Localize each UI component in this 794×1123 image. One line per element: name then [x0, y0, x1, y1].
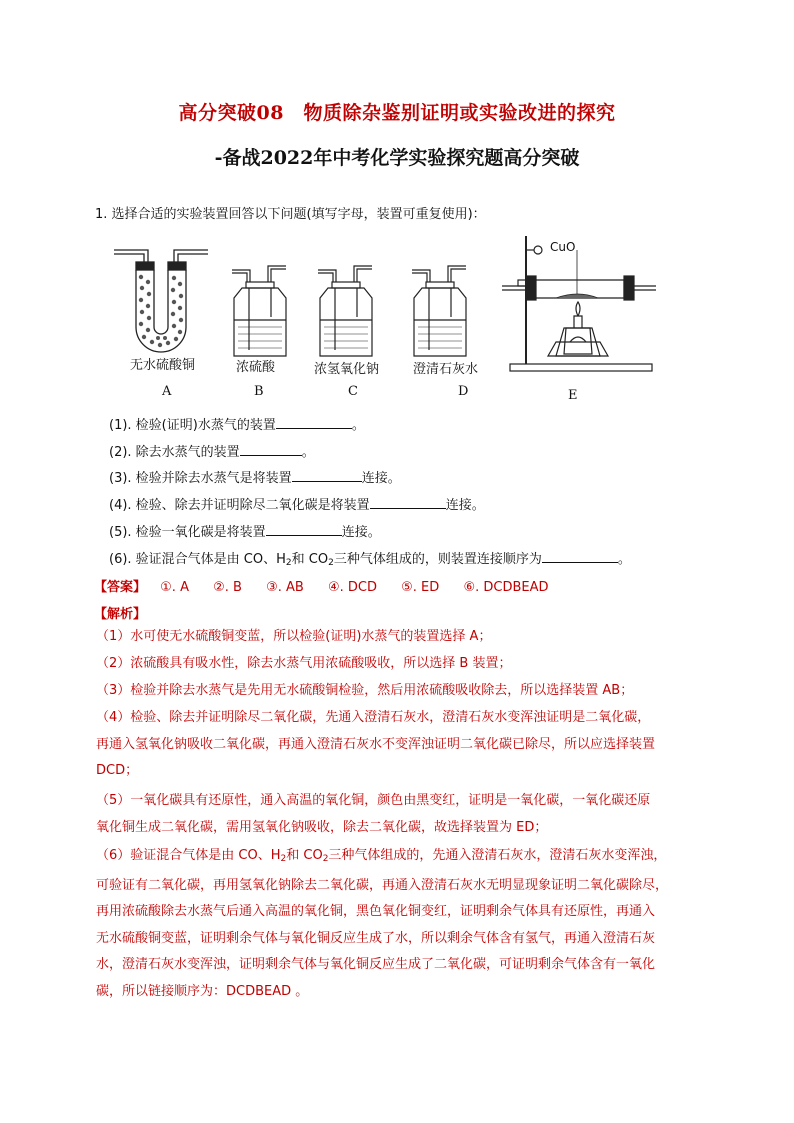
- letter-e: E: [568, 388, 578, 403]
- answer-blank[interactable]: [542, 549, 618, 563]
- wash-bottle-d: [412, 266, 466, 356]
- wash-bottle-c: [318, 266, 372, 356]
- analysis-paragraph-6: （6）验证混合气体是由 CO、$H_2$和 $CO_2$三种气体组成的，先通入澄清石灰水，澄清石灰水变浑浊， 可验证有二氧化碳，再用氢氧化钠除去二氧化碳，再通入澄清石灰水无明显现象证明二氧化碳除尽， 再用浓硫酸除去水蒸气后通入高温的氧化铜，黑色氧化铜变红，证明剩余气体具有还原性，再通入 无水硫酸铜变蓝，证明剩余气体与氧化铜反应生成了水，所以剩余气体含有氢气，再通入澄清石灰 水，澄清石灰水变浑浊，证明剩余气体与氧化铜反应生成了二氧化碳，可证明剩余气体含有一氧化 碳，所以链接顺序为：DCDBEAD 。: [96, 848, 669, 999]
- label-c: 浓氢氧化钠: [314, 362, 380, 377]
- analysis-paragraph-2: （2）浓硫酸具有吸水性，除去水蒸气用浓硫酸吸收，所以选择 B 装置；: [96, 656, 512, 671]
- sub-question-2: (2). 除去水蒸气的装置 。: [109, 441, 315, 460]
- label-a: 无水硫酸铜: [130, 358, 196, 373]
- answer-1: ①. A: [160, 580, 189, 595]
- analysis-paragraph-1: （1）水可使无水硫酸铜变蓝，所以检验(证明)水蒸气的装置选择 A；: [96, 629, 492, 644]
- analysis-paragraph-5: （5）一氧化碳具有还原性，通入高温的氧化铜，颜色由黑变红，证明是一氧化碳，一氧化碳还原 氧化铜生成二氧化碳，需用氢氧化钠吸收，除去二氧化碳，故选择装置为 ED；: [96, 793, 651, 835]
- letter-a: A: [162, 384, 172, 399]
- analysis-tag: 【解析】: [94, 607, 147, 622]
- apparatus-figure: [108, 232, 658, 407]
- document-title: 高分突破08 物质除杂鉴别证明或实验改进的探究: [178, 102, 616, 124]
- question-stem: 1. 选择合适的实验装置回答以下问题(填写字母，装置可重复使用)：: [95, 207, 486, 222]
- answer-blank[interactable]: [292, 468, 362, 482]
- answer-line: [94, 576, 549, 595]
- analysis-paragraph-4: （4）检验、除去并证明除尽二氧化碳，先通入澄清石灰水，澄清石灰水变浑浊证明是二氧化碳， 再通入氢氧化钠吸收二氧化碳，再通入澄清石灰水不变浑浊证明二氧化碳已除尽，所以应选择装置 DCD；: [96, 710, 656, 778]
- label-d: 澄清石灰水: [413, 362, 479, 377]
- answer-blank[interactable]: [370, 495, 446, 509]
- document-subtitle: -备战2022年中考化学实验探究题高分突破: [214, 147, 580, 169]
- sub-question-5: (5). 检验一氧化碳是将装置 连接。: [109, 521, 381, 540]
- answer-6: ⑥. DCDBEAD: [463, 580, 549, 595]
- combustion-apparatus: [502, 236, 656, 371]
- letter-b: B: [254, 384, 264, 399]
- sub-question-6: (6). 验证混合气体是由 CO、$H_2$和 $CO_2$三种气体组成的，则装置连接顺序为 。: [109, 548, 631, 568]
- answer-5: ⑤. ED: [401, 580, 440, 595]
- label-cuo: CuO: [550, 240, 576, 254]
- analysis-paragraph-3: （3）检验并除去水蒸气是先用无水硫酸铜检验，然后用浓硫酸吸收除去，所以选择装置 AB；: [96, 683, 634, 698]
- answer-2: ②. B: [213, 580, 242, 595]
- answer-blank[interactable]: [266, 522, 342, 536]
- answer-blank[interactable]: [276, 415, 352, 429]
- label-b: 浓硫酸: [236, 360, 276, 375]
- answer-tag: 【答案】: [94, 580, 147, 595]
- u-tube-apparatus: [114, 250, 208, 352]
- wash-bottle-b: [232, 266, 286, 356]
- sub-question-3: (3). 检验并除去水蒸气是将装置 连接。: [109, 467, 401, 486]
- letter-d: D: [458, 384, 469, 399]
- sub-question-4: (4). 检验、除去并证明除尽二氧化碳是将装置 连接。: [109, 494, 485, 513]
- answer-3: ③. AB: [266, 580, 304, 595]
- letter-c: C: [348, 384, 358, 399]
- sub-question-1: (1). 检验(证明)水蒸气的装置 。: [109, 414, 365, 433]
- answer-4: ④. DCD: [327, 580, 377, 595]
- answer-blank[interactable]: [240, 442, 302, 456]
- apparatus-diagram: [108, 232, 658, 407]
